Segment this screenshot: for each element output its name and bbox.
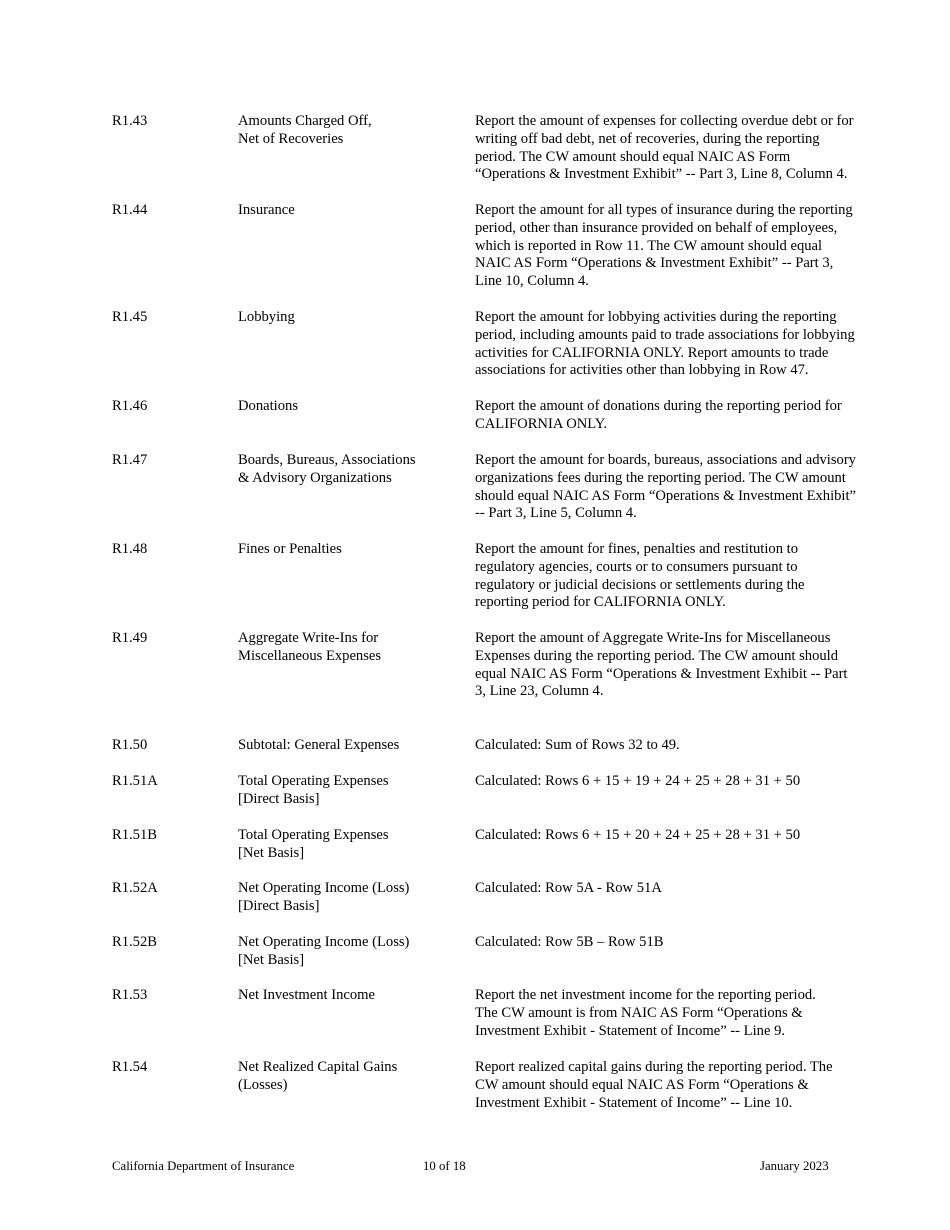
row-code: R1.48 xyxy=(112,541,148,557)
row-code: R1.52B xyxy=(112,934,158,950)
row-description: Report the amount of expenses for collecting overdue debt or for writing off bad debt, net of recoveries, during the reporting period. The CW amount should equal NAIC AS Form “Operations & Investment Exhibit” -- Part 3, Line 8, Column 4. xyxy=(475,113,854,183)
row-item: Donations xyxy=(238,398,298,414)
row-description: Report realized capital gains during the reporting period. The CW amount should equal NAIC AS Form “Operations & Investment Exhibit - Statement of Income” -- Line 10. xyxy=(475,1059,833,1111)
row-code: R1.51A xyxy=(112,773,158,789)
row-item: Net Investment Income xyxy=(238,987,375,1003)
row-item: Aggregate Write-Ins for Miscellaneous Expenses xyxy=(238,630,382,664)
row-item: Insurance xyxy=(238,202,295,218)
row-description: Report the amount for lobbying activities during the reporting period, including amounts paid to trade associations for lobbying activities for CALIFORNIA ONLY. Report amounts to trade associations for activities other than lobbying in Row 47. xyxy=(475,309,855,379)
row-code: R1.54 xyxy=(112,1059,148,1075)
row-item: Net Realized Capital Gains (Losses) xyxy=(238,1059,398,1093)
row-code: R1.51B xyxy=(112,827,158,843)
row-item: Total Operating Expenses [Direct Basis] xyxy=(238,773,389,807)
row-description: Report the amount of donations during the reporting period for CALIFORNIA ONLY. xyxy=(475,398,842,432)
row-item: Net Operating Income (Loss) [Direct Basis] xyxy=(238,880,410,914)
footer-organization: California Department of Insurance xyxy=(112,1159,295,1173)
row-description: Report the amount for fines, penalties and restitution to regulatory agencies, courts or to consumers pursuant to regulatory or judicial decisions or settlements during the reporting period for CALIFORNIA ONLY. xyxy=(475,541,805,611)
row-description: Report the net investment income for the reporting period. The CW amount is from NAIC AS Form “Operations & Investment Exhibit - Statement of Income” -- Line 9. xyxy=(475,987,816,1039)
row-item: Boards, Bureaus, Associations & Advisory Organizations xyxy=(238,452,416,486)
row-description: Report the amount of Aggregate Write-Ins for Miscellaneous Expenses during the reporting period. The CW amount should equal NAIC AS Form “Operations & Investment Exhibit -- Part 3, Line 23, Column 4. xyxy=(475,630,848,700)
footer-page-number: 10 of 18 xyxy=(423,1159,466,1173)
row-description: Calculated: Rows 6 + 15 + 19 + 24 + 25 + 28 + 31 + 50 xyxy=(475,773,801,789)
row-code: R1.49 xyxy=(112,630,148,646)
row-item: Lobbying xyxy=(238,309,295,325)
row-code: R1.53 xyxy=(112,987,148,1003)
footer-date: January 2023 xyxy=(760,1159,829,1173)
row-code: R1.43 xyxy=(112,113,148,129)
row-code: R1.52A xyxy=(112,880,158,896)
row-description: Report the amount for all types of insurance during the reporting period, other than insurance provided on behalf of employees, which is reported in Row 11. The CW amount should equal NAIC AS Form “Operations & Investment Exhibit” -- Part 3, Line 10, Column 4. xyxy=(475,202,853,290)
row-item: Net Operating Income (Loss) [Net Basis] xyxy=(238,934,410,968)
row-item: Fines or Penalties xyxy=(238,541,342,557)
row-code: R1.44 xyxy=(112,202,148,218)
row-code: R1.50 xyxy=(112,737,148,753)
row-item: Total Operating Expenses [Net Basis] xyxy=(238,827,389,861)
row-description: Calculated: Rows 6 + 15 + 20 + 24 + 25 + 28 + 31 + 50 xyxy=(475,827,801,843)
row-item: Amounts Charged Off, Net of Recoveries xyxy=(238,113,372,147)
row-description: Calculated: Sum of Rows 32 to 49. xyxy=(475,737,680,753)
row-code: R1.46 xyxy=(112,398,148,414)
row-code: R1.47 xyxy=(112,452,148,468)
row-description: Calculated: Row 5A - Row 51A xyxy=(475,880,662,896)
row-description: Calculated: Row 5B – Row 51B xyxy=(475,934,664,950)
row-code: R1.45 xyxy=(112,309,148,325)
row-item: Subtotal: General Expenses xyxy=(238,737,400,753)
row-description: Report the amount for boards, bureaus, associations and advisory organizations fees during the reporting period. The CW amount should equal NAIC AS Form “Operations & Investment Exhibit” -- Part 3, Line 5, Column 4. xyxy=(475,452,857,522)
